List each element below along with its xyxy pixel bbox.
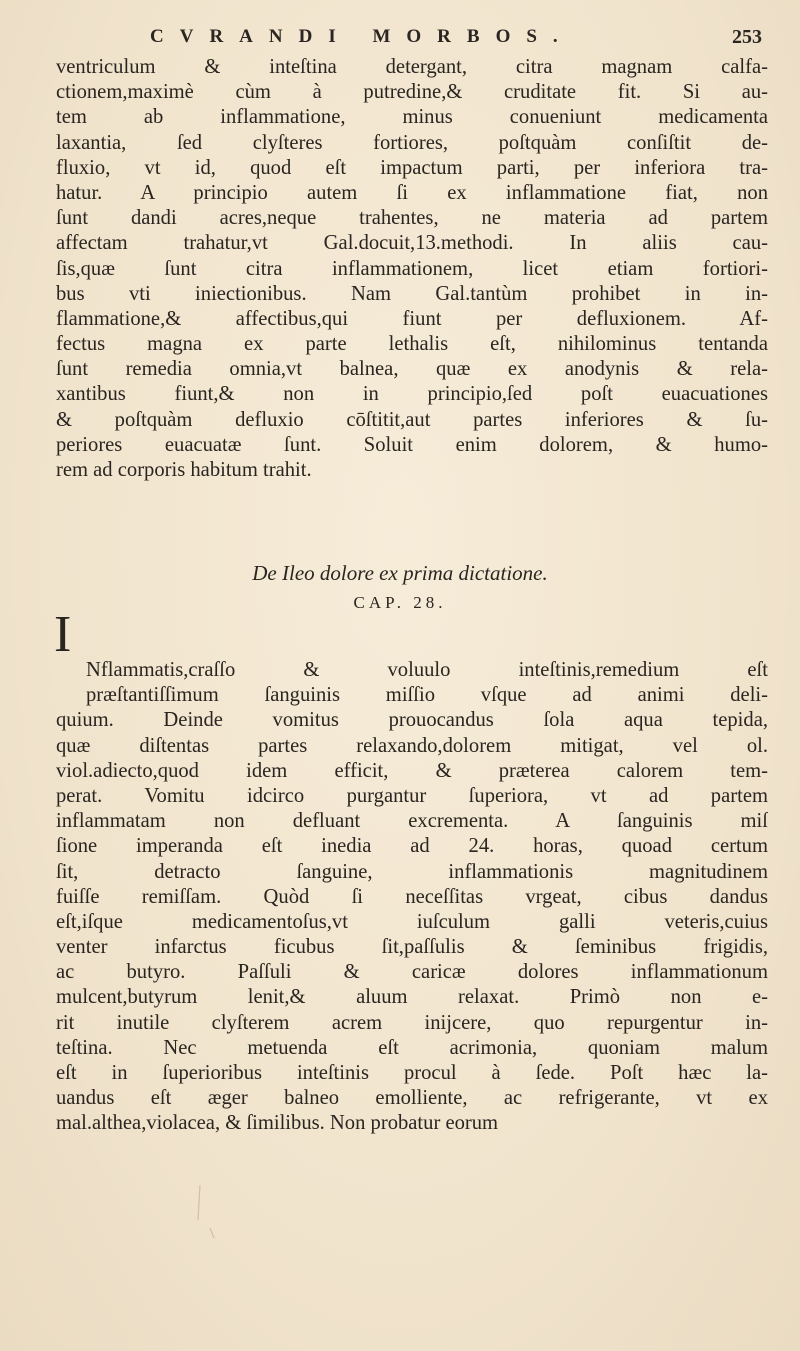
text-line: xantibus fiunt,& non in principio,ſed poſt euacuationes [56, 383, 768, 406]
text-line: quium. Deinde vomitus prouocandus ſola aqua tepida, [56, 709, 768, 732]
running-head [0, 26, 800, 56]
paragraph-1 [56, 55, 768, 483]
text-line: hatur. A principio autem ſi ex inflammatione fiat, non [56, 181, 768, 204]
text-line: ventriculum & inteſtina detergant, citra magnam calfa- [56, 56, 768, 78]
text-line: ac butyro. Paſſuli & caricæ dolores inflammationum [56, 961, 768, 984]
text-line: rit inutile clyſterem acrem inijcere, quo repurgentur in- [56, 1011, 768, 1034]
text-line: perat. Vomitu idcirco purgantur ſuperiora, vt ad partem [56, 784, 768, 807]
text-line: uandus eſt æger balneo emolliente, ac refrigerante, vt ex [56, 1087, 768, 1110]
text-line: præſtantiſſimum ſanguinis miſſio vſque ad animi deli- [86, 684, 768, 707]
text-line: eſt,iſque medicamentoſus,vt iuſculum galli veteris,cuius [56, 910, 768, 933]
paragraph-2 [56, 658, 768, 1137]
drop-initial: I [54, 606, 72, 663]
text-line: fuiſſe remiſſam. Quòd ſi neceſſitas vrgeat, cibus dandus [56, 885, 768, 908]
text-line: mal.althea,violacea, & ſimilibus. Non probatur eorum [56, 1112, 499, 1135]
ink-bleed-mark [180, 1180, 220, 1240]
text-line: ctionem,maximè cùm à putredine,& cruditate fit. Si au- [56, 81, 768, 104]
text-line: affectam trahatur,vt Gal.docuit,13.methodi. In aliis cau- [56, 232, 768, 255]
text-line: ſunt remedia omnia,vt balnea, quæ ex anodynis & rela- [56, 358, 768, 381]
text-line: Nflammatis,craſſo & voluulo inteſtinis,remedium eſt [86, 659, 768, 681]
text-line: venter infarctus ficubus ſit,paſſulis & ſeminibus frigidis, [56, 936, 768, 959]
text-line: inflammatam non defluant excrementa. A ſanguinis miſ [56, 810, 768, 833]
running-title: CVRANDI MORBOS. [150, 26, 574, 47]
text-line: fectus magna ex parte lethalis eſt, nihilominus tentanda [56, 333, 768, 356]
text-line: mulcent,butyrum lenit,& aluum relaxat. Primò non e- [56, 986, 768, 1009]
text-line: eſt in ſuperioribus inteſtinis procul à ſede. Poſt hæc la- [56, 1062, 768, 1084]
text-line: quæ diſtentas partes relaxando,dolorem mitigat, vel ol. [56, 734, 768, 757]
text-line: ſione imperanda eſt inedia ad 24. horas, quoad certum [56, 835, 768, 858]
text-line: flammatione,& affectibus,qui fiunt per defluxionem. Af- [56, 307, 768, 330]
section-heading: De Ileo dolore ex prima dictatione. [252, 561, 548, 585]
text-line: viol.adiecto,quod idem efficit, & præterea calorem tem- [56, 759, 768, 782]
text-line: teſtina. Nec metuenda eſt acrimonia, quoniam malum [56, 1036, 768, 1059]
text-line: periores euacuatæ ſunt. Soluit enim dolorem, & humo- [56, 433, 768, 456]
text-line: laxantia, ſed clyſteres fortiores, poſtquàm conſiſtit de- [56, 131, 768, 154]
text-line: rem ad corporis habitum trahit. [56, 459, 312, 481]
text-line: fluxio, vt id, quod eſt impactum parti, per inferiora tra- [56, 156, 768, 179]
page-number: 253 [732, 26, 762, 48]
text-line: bus vti iniectionibus. Nam Gal.tantùm prohibet in in- [56, 282, 768, 305]
text-line: tem ab inflammatione, minus conueniunt medicamenta [56, 106, 768, 129]
text-line: & poſtquàm defluxio cōſtitit,aut partes inferiores & ſu- [56, 408, 768, 431]
chapter-label: CAP. 28. [353, 593, 447, 612]
text-line: ſis,quæ ſunt citra inflammationem, licet etiam fortiori- [56, 257, 768, 280]
text-line: ſunt dandi acres,neque trahentes, ne materia ad partem [56, 207, 768, 230]
text-line: ſit, detracto ſanguine, inflammationis magnitudinem [56, 860, 768, 883]
